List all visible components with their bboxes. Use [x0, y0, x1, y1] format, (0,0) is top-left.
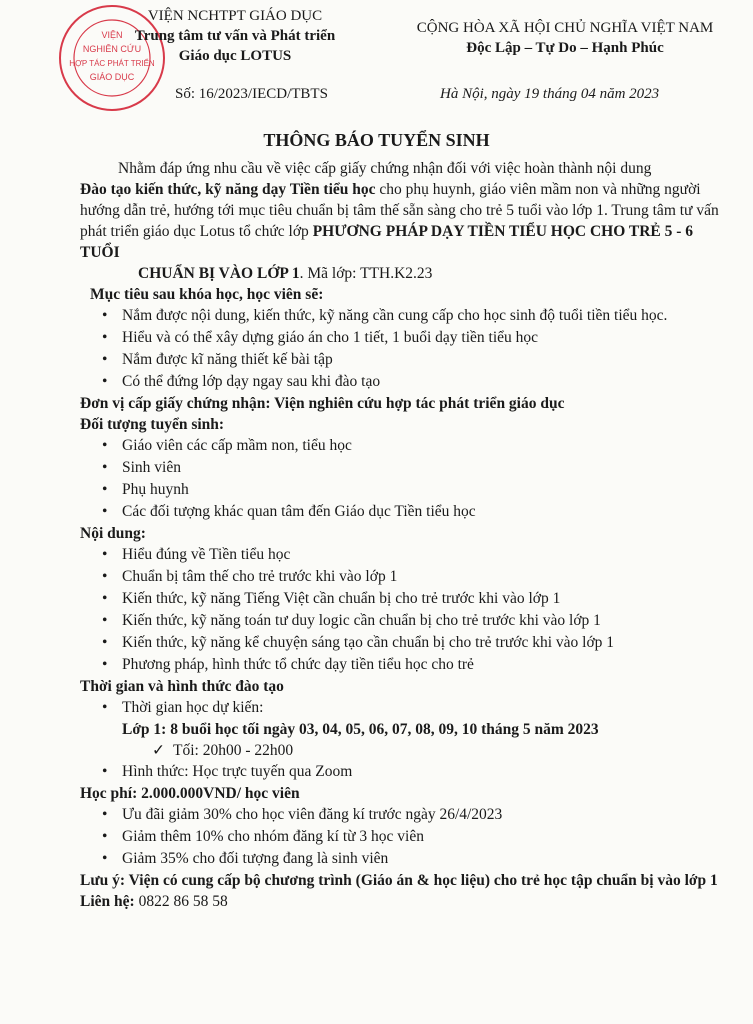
schedule-list [80, 697, 720, 719]
document-body [80, 158, 720, 912]
intro-paragraph [80, 179, 720, 263]
intro-text: cho phụ huynh, giáo viên mầm non và những người hướng dẫn trẻ, hướng tới mục tiêu chuẩn bị tâm thế sẵn sàng cho trẻ 5 tuổi vào lớp 1. Trung tâm tư vấn phát triển giáo dục Lotus tổ chức lớp [80, 181, 719, 240]
class-name-suffix: CHUẨN BỊ VÀO LỚP 1 [138, 265, 300, 282]
audience-list [80, 435, 720, 523]
reference-number: Số: 16/2023/IECD/TBTS [175, 86, 328, 102]
contact-phone: 0822 86 58 58 [134, 893, 228, 910]
list-item: • Phụ huynh [80, 479, 720, 501]
center-name-line1: Trung tâm tư vấn và Phát triển [134, 28, 336, 44]
list-item: • Giảm 35% cho đối tượng đang là sinh viên [80, 848, 720, 870]
format-list [80, 761, 720, 783]
goals-list [80, 305, 720, 393]
list-item: • Giảm thêm 10% cho nhóm đăng kí từ 3 học viên [80, 826, 720, 848]
list-item: • Thời gian học dự kiến: [80, 697, 720, 719]
header-institute [105, 6, 365, 66]
list-item: • Hiểu đúng về Tiền tiểu học [80, 544, 720, 566]
contact-line [80, 891, 720, 912]
date-line: Hà Nội, ngày 19 tháng 04 năm 2023 [440, 86, 660, 102]
schedule-heading: Thời gian và hình thức đào tạo [80, 678, 284, 695]
list-item: • Hình thức: Học trực tuyến qua Zoom [80, 761, 720, 783]
class1-schedule: Lớp 1: 8 buổi học tối ngày 03, 04, 05, 06, 07, 08, 09, 10 tháng 5 năm 2023 [122, 721, 599, 738]
stamp-line-4: GIÁO DỤC [89, 72, 135, 82]
list-item: • Nắm được nội dung, kiến thức, kỹ năng cần cung cấp cho học sinh độ tuổi tiền tiểu học. [80, 305, 720, 327]
list-item: • Kiến thức, kỹ năng toán tư duy logic cần chuẩn bị cho trẻ trước khi vào lớp 1 [80, 610, 720, 632]
list-item: • Các đối tượng khác quan tâm đến Giáo dục Tiền tiểu học [80, 501, 720, 523]
fee-heading: Học phí: 2.000.000VND/ học viên [80, 785, 300, 802]
stamp-line-3: HỢP TÁC PHÁT TRIỂN [69, 59, 155, 68]
list-item: • Có thể đứng lớp dạy ngay sau khi đào tạo [80, 371, 720, 393]
list-item: • Phương pháp, hình thức tổ chức dạy tiền tiểu học cho trẻ [80, 654, 720, 676]
header-national [380, 18, 750, 58]
fee-list [80, 804, 720, 870]
stamp-line-2: NGHIÊN CỨU [82, 44, 142, 54]
document-title: THÔNG BÁO TUYỂN SINH [263, 130, 490, 150]
intro-class-name: PHƯƠNG PHÁP DẠY TIỀN TIỂU HỌC CHO TRẺ 5 - 6 TUỔI [80, 223, 694, 261]
stamp-line-1: VIỆN [101, 30, 123, 40]
content-heading: Nội dung: [80, 525, 146, 542]
list-item: • Kiến thức, kỹ năng Tiếng Việt cần chuẩn bị cho trẻ trước khi vào lớp 1 [80, 588, 720, 610]
intro-line-1: Nhằm đáp ứng nhu cầu về việc cấp giấy chứng nhận đối với việc hoàn thành nội dung [118, 160, 652, 177]
institute-name: VIỆN NCHTPT GIÁO DỤC [147, 8, 323, 24]
class-code: . Mã lớp: TTH.K2.23 [299, 265, 433, 282]
list-item: • Kiến thức, kỹ năng kể chuyện sáng tạo cần chuẩn bị cho trẻ trước khi vào lớp 1 [80, 632, 720, 654]
content-list [80, 544, 720, 676]
intro-class-code [80, 263, 720, 284]
list-item: • Nắm được kĩ năng thiết kế bài tập [80, 349, 720, 371]
goals-heading: Mục tiêu sau khóa học, học viên sẽ: [90, 286, 324, 303]
country-name: CỘNG HÒA XÃ HỘI CHỦ NGHĨA VIỆT NAM [416, 20, 714, 36]
list-item: • Chuẩn bị tâm thế cho trẻ trước khi vào lớp 1 [80, 566, 720, 588]
certifier-line: Đơn vị cấp giấy chứng nhận: Viện nghiên cứu hợp tác phát triển giáo dục [80, 395, 565, 412]
list-item: • Ưu đãi giảm 30% cho học viên đăng kí trước ngày 26/4/2023 [80, 804, 720, 826]
national-motto: Độc Lập – Tự Do – Hạnh Phúc [466, 40, 664, 56]
list-item: • Giáo viên các cấp mầm non, tiểu học [80, 435, 720, 457]
list-item: • Hiểu và có thể xây dựng giáo án cho 1 tiết, 1 buổi dạy tiền tiểu học [80, 327, 720, 349]
intro-bold-topic: Đào tạo kiến thức, kỹ năng dạy Tiền tiểu học [80, 181, 376, 198]
note: Lưu ý: Viện có cung cấp bộ chương trình (Giáo án & học liệu) cho trẻ học tập chuẩn bị vào lớp 1 [80, 872, 718, 889]
contact-label: Liên hệ: [80, 893, 135, 910]
center-name-line2: Giáo dục LOTUS [178, 48, 292, 64]
audience-heading: Đối tượng tuyển sinh: [80, 416, 225, 433]
list-item: • Sinh viên [80, 457, 720, 479]
evening-time: ✓ Tối: 20h00 - 22h00 [80, 740, 720, 761]
